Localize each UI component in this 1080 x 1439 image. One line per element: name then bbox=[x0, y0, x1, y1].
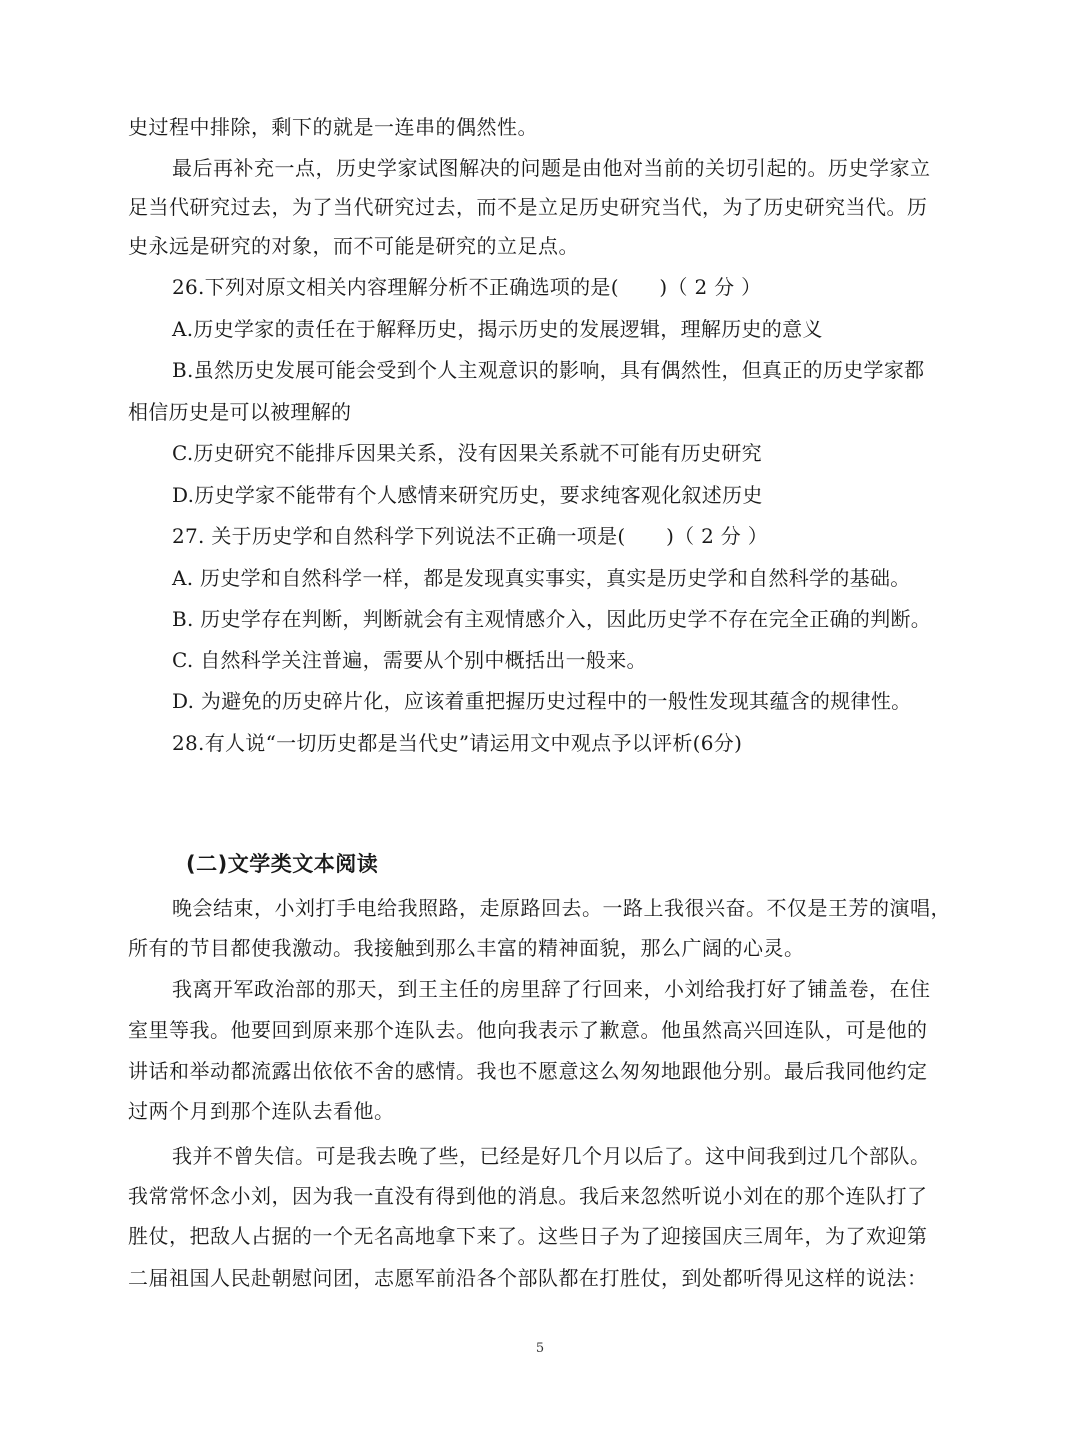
question-26-option-b-cont: 相信历史是可以被理解的 bbox=[128, 400, 352, 424]
question-26-option-b: B.虽然历史发展可能会受到个人主观意识的影响，具有偶然性，但真正的历史学家都 bbox=[172, 358, 925, 382]
section-heading: (二)文学类文本阅读 bbox=[186, 852, 379, 876]
story-paragraph-line: 所有的节目都使我激动。我接触到那么丰富的精神面貌，那么广阔的心灵。 bbox=[128, 936, 805, 960]
question-27-stem: 27. 关于历史学和自然科学下列说法不正确一项是( )（ 2 分 ） bbox=[172, 524, 769, 548]
question-27-option-c: C. 自然科学关注普遍，需要从个别中概括出一般来。 bbox=[172, 648, 647, 672]
story-paragraph-line: 我并不曾失信。可是我去晚了些，已经是好几个月以后了。这中间我到过几个部队。 bbox=[172, 1144, 931, 1168]
question-26-option-a: A.历史学家的责任在于解释历史，揭示历史的发展逻辑，理解历史的意义 bbox=[172, 317, 823, 341]
story-paragraph-line: 室里等我。他要回到原来那个连队去。他向我表示了歉意。他虽然高兴回连队，可是他的 bbox=[128, 1018, 928, 1042]
question-27-option-b: B. 历史学存在判断，判断就会有主观情感介入，因此历史学不存在完全正确的判断。 bbox=[172, 607, 932, 631]
story-paragraph-line: 我离开军政治部的那天，到王主任的房里辞了行回来，小刘给我打好了铺盖卷，在住 bbox=[172, 977, 931, 1001]
paragraph-line: 足当代研究过去，为了当代研究过去，而不是立足历史研究当代，为了历史研究当代。历 bbox=[128, 195, 928, 219]
question-28-stem: 28.有人说“一切历史都是当代史”请运用文中观点予以评析(6分) bbox=[172, 731, 743, 755]
question-26-stem: 26.下列对原文相关内容理解分析不正确选项的是( )（ 2 分 ） bbox=[172, 275, 762, 299]
story-paragraph-line: 二届祖国人民赴朝慰问团，志愿军前沿各个部队都在打胜仗，到处都听得见这样的说法： bbox=[128, 1266, 928, 1290]
story-paragraph-line: 过两个月到那个连队去看他。 bbox=[128, 1099, 395, 1123]
question-26-option-c: C.历史研究不能排斥因果关系，没有因果关系就不可能有历史研究 bbox=[172, 441, 762, 465]
story-paragraph-line: 胜仗，把敌人占据的一个无名高地拿下来了。这些日子为了迎接国庆三周年，为了欢迎第 bbox=[128, 1224, 928, 1248]
paragraph-line: 史永远是研究的对象，而不可能是研究的立足点。 bbox=[128, 234, 579, 258]
story-paragraph-line: 讲话和举动都流露出依依不舍的感情。我也不愿意这么匆匆地跟他分别。最后我同他约定 bbox=[128, 1059, 928, 1083]
paragraph-end-line: 史过程中排除，剩下的就是一连串的偶然性。 bbox=[128, 115, 538, 139]
page-number: 5 bbox=[535, 1341, 545, 1356]
question-27-option-d: D. 为避免的历史碎片化，应该着重把握历史过程中的一般性发现其蕴含的规律性。 bbox=[172, 689, 912, 713]
story-paragraph-line: 我常常怀念小刘，因为我一直没有得到他的消息。我后来忽然听说小刘在的那个连队打了 bbox=[128, 1184, 928, 1208]
story-paragraph-line: 晚会结束，小刘打手电给我照路，走原路回去。一路上我很兴奋。不仅是王芳的演唱， bbox=[172, 896, 951, 920]
paragraph-line: 最后再补充一点，历史学家试图解决的问题是由他对当前的关切引起的。历史学家立 bbox=[172, 156, 931, 180]
question-26-option-d: D.历史学家不能带有个人感情来研究历史，要求纯客观化叙述历史 bbox=[172, 483, 763, 507]
question-27-option-a: A. 历史学和自然科学一样，都是发现真实事实，真实是历史学和自然科学的基础。 bbox=[172, 566, 911, 590]
